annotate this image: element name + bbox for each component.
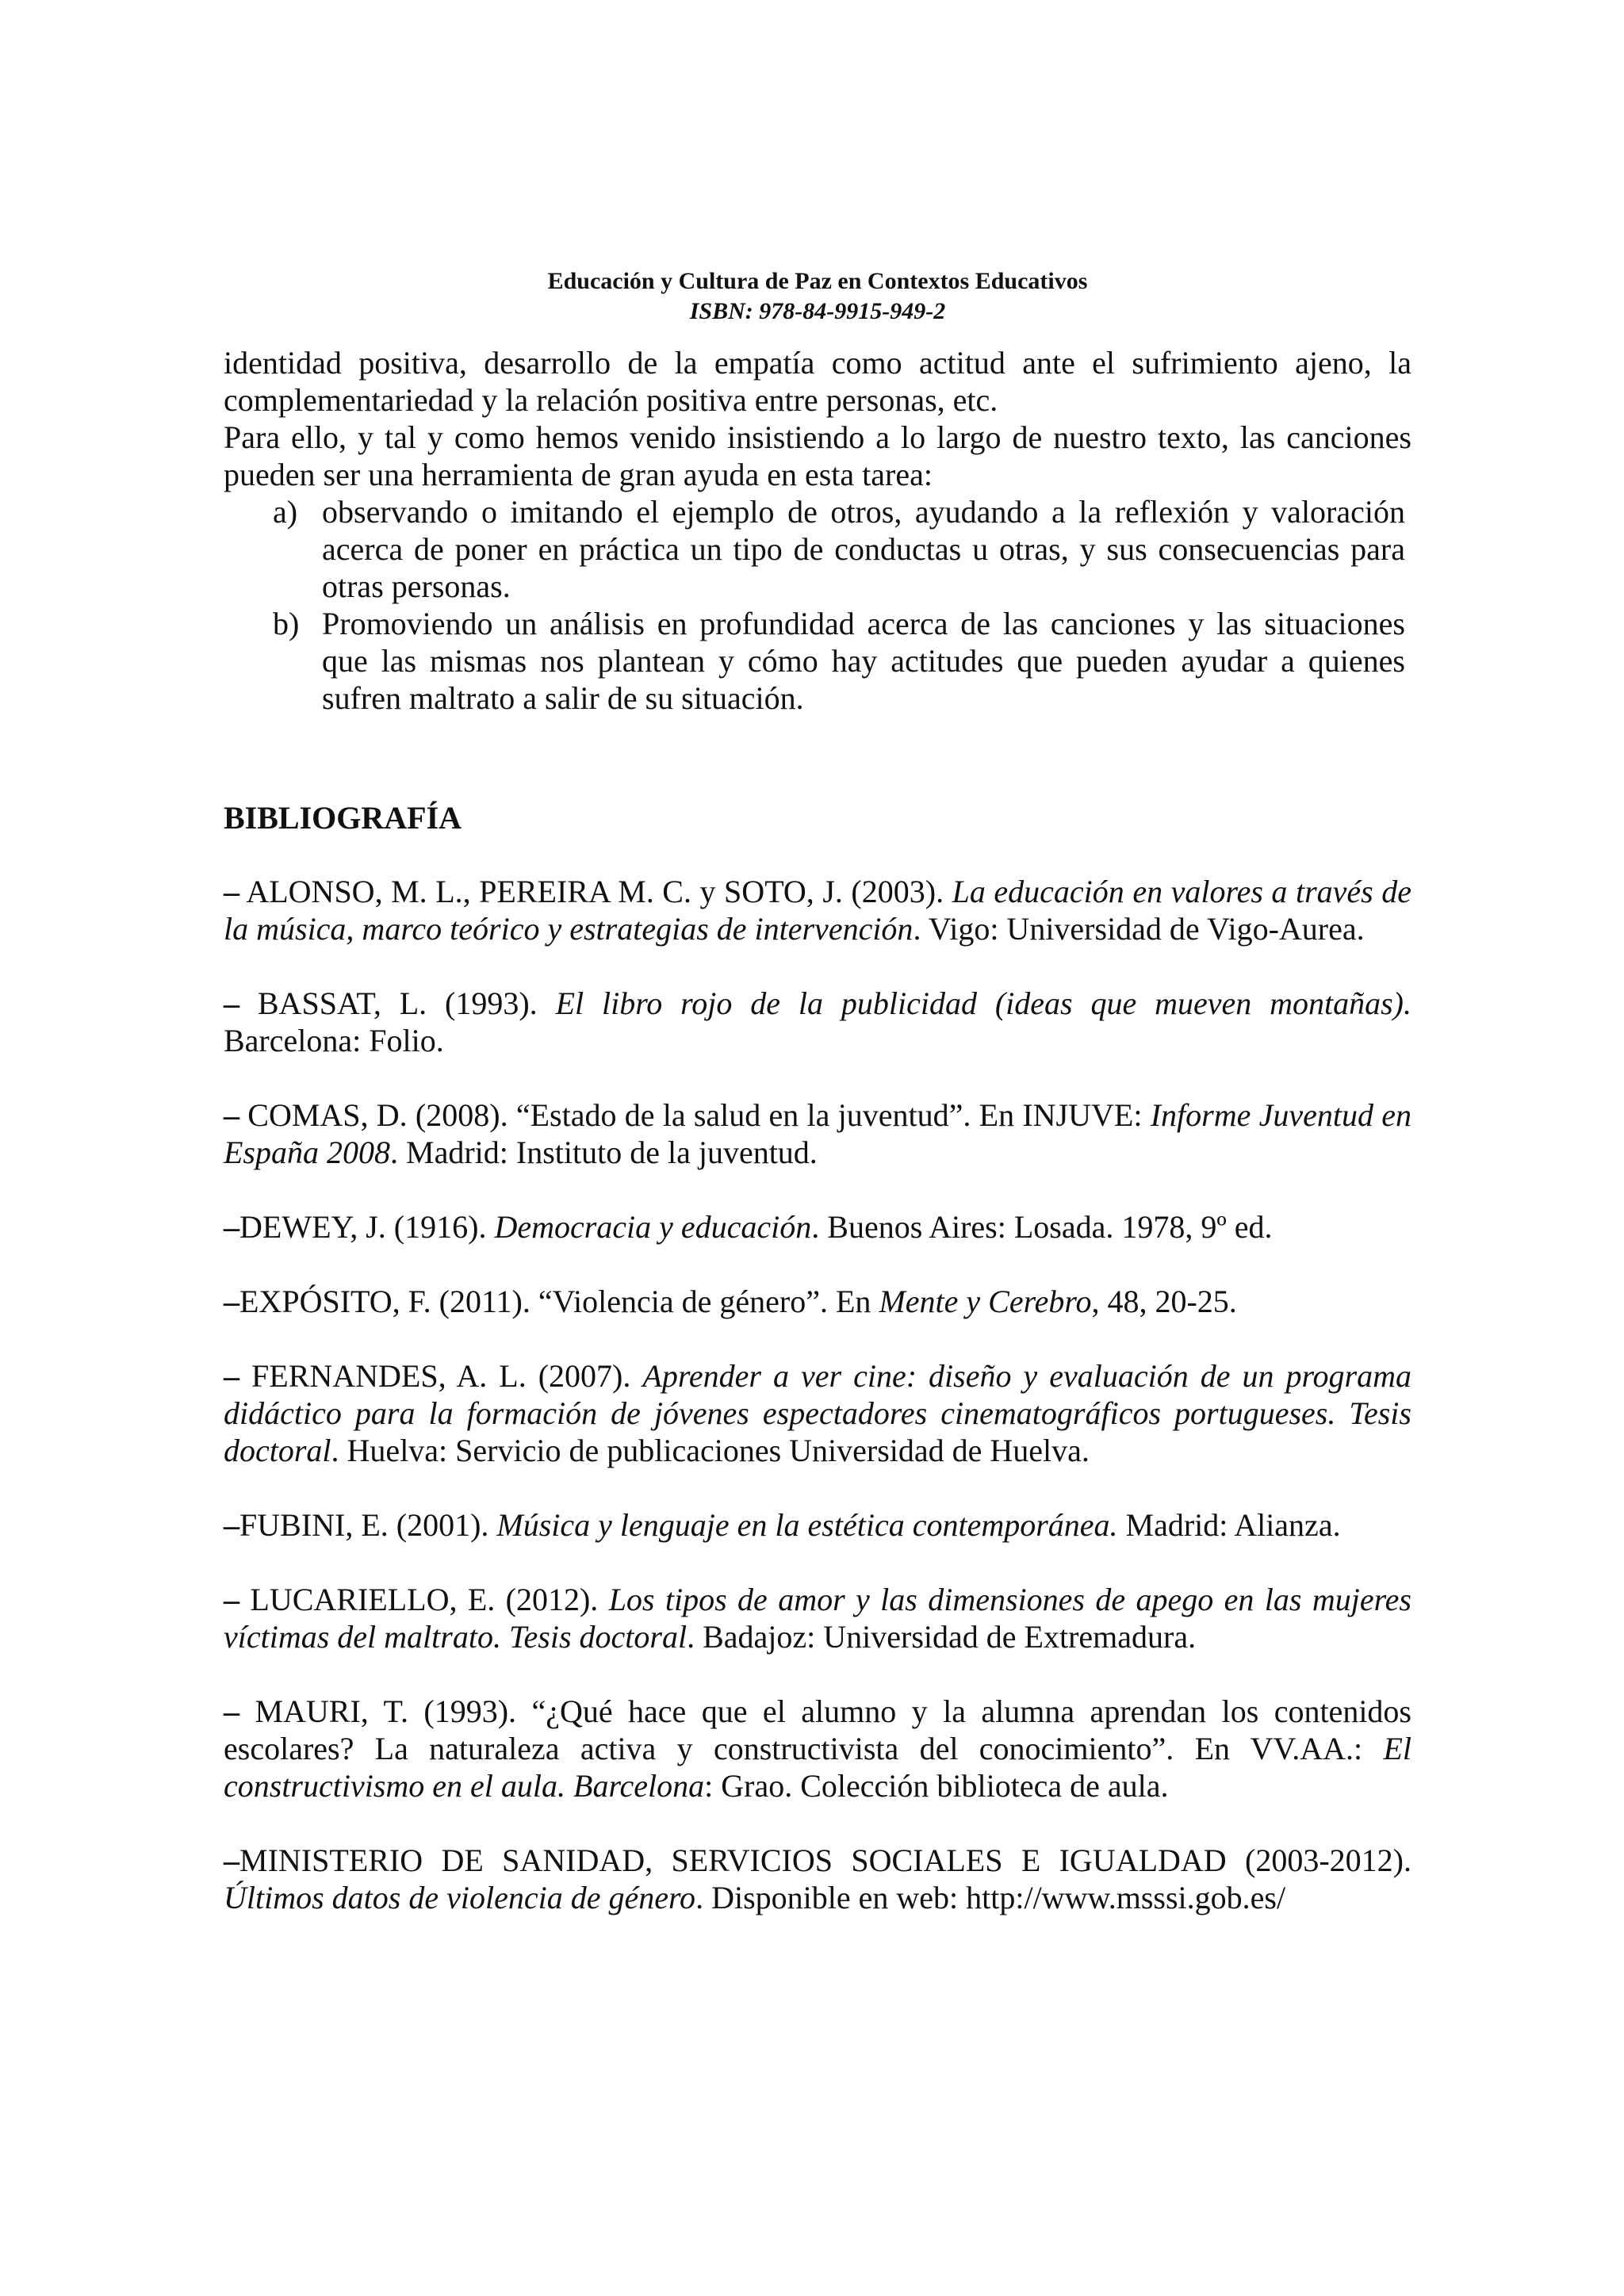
reference-item [224,1693,1411,1804]
reference-title: Música y lenguaje en la estética contemporánea. [496,1507,1118,1543]
list-marker-b: b) [273,606,300,641]
reference-dash: – [224,1693,239,1729]
reference-item [224,1581,1411,1655]
reference-text: MAURI, T. (1993). “¿Qué hace que el alumno y la alumna aprendan los contenidos escolares? La naturaleza activa y constructivista del conocimiento”. En VV.AA.: [224,1693,1411,1766]
reference-text: : Grao. Colección biblioteca de aula. [704,1768,1169,1804]
isbn-line: ISBN: 978-84-9915-949-2 [689,298,946,324]
reference-item [224,1506,1411,1544]
list-item-a [224,493,1411,605]
reference-dash: – [224,1582,239,1617]
paragraph-1: identidad positiva, desarrollo de la empatía como actitud ante el sufrimiento ajeno, la complementariedad y la relación positiva entre personas, etc. [224,345,1411,418]
reference-title: Aprender a ver cine: diseño y evaluación de un programa didáctico para la formación de jóvenes espectadores cinematográficos portugueses. Tesis doctoral [224,1358,1412,1468]
reference-text: Madrid: Alianza. [1117,1507,1341,1543]
reference-dash: – [224,1209,239,1245]
reference-text: ALONSO, M. L., PEREIRA M. C. y SOTO, J. (2003). [246,874,952,909]
reference-title: Los tipos de amor y las dimensiones de apego en las mujeres víctimas del maltrato. Tesis doctoral [224,1582,1411,1655]
reference-dash: – [224,1358,239,1394]
reference-text: , 48, 20-25. [1091,1284,1237,1319]
reference-dash: – [224,985,239,1021]
reference-text: FUBINI, E. (2001). [239,1507,497,1543]
reference-text: COMAS, D. (2008). “Estado de la salud en la juventud”. En INJUVE: [247,1097,1151,1133]
reference-item [224,1357,1411,1469]
reference-text: . Buenos Aires: Losada. 1978, 9º ed. [811,1209,1273,1245]
bibliography-list [224,873,1411,1916]
document-page [224,266,1411,1954]
reference-title: La educación en valores a través de la música, marco teórico y estrategias de intervención [224,874,1412,947]
reference-text: EXPÓSITO, F. (2011). “Violencia de género”. En [239,1284,879,1319]
reference-dash: – [224,1097,239,1133]
reference-text: . Disponible en web: http://www.msssi.gob.es/ [695,1880,1286,1915]
reference-title: Informe Juventud en España 2008 [224,1097,1412,1170]
reference-item [224,985,1411,1059]
reference-text: LUCARIELLO, E. (2012). [250,1582,609,1617]
reference-text: . Madrid: Instituto de la juventud. [390,1135,818,1170]
book-title: Educación y Cultura de Paz en Contextos Educativos [547,268,1088,294]
list-text-b: Promoviendo un análisis en profundidad acerca de las canciones y las situaciones que las mismas nos plantean y cómo hay actitudes que pueden ayudar a quienes sufren maltrato a salir de su situación. [322,606,1405,716]
reference-title: Mente y Cerebro [879,1284,1092,1319]
reference-item [224,1283,1411,1320]
reference-dash: – [224,1507,239,1543]
reference-text: MINISTERIO DE SANIDAD, SERVICIOS SOCIALES E IGUALDAD (2003-2012). [239,1843,1411,1878]
reference-item [224,1096,1411,1171]
list-marker-a: a) [273,494,298,530]
reference-text: FERNANDES, A. L. (2007). [251,1358,643,1394]
reference-text: DEWEY, J. (1916). [239,1209,495,1245]
bullet-list [224,493,1411,717]
reference-item [224,873,1411,947]
reference-dash: – [224,1843,239,1878]
reference-item [224,1842,1411,1916]
list-item-b [224,605,1411,717]
paragraph-2: Para ello, y tal y como hemos venido insistiendo a lo largo de nuestro texto, las canciones pueden ser una herramienta de gran ayuda en esta tarea: [224,419,1411,492]
reference-title: Últimos datos de violencia de género [224,1880,696,1915]
list-text-a: observando o imitando el ejemplo de otros, ayudando a la reflexión y valoración acerca de poner en práctica un tipo de conductas u otras, y sus consecuencias para otras personas. [322,494,1405,604]
reference-title: El constructivismo en el aula. Barcelona [224,1731,1411,1804]
reference-title: Democracia y educación [494,1209,812,1245]
reference-text: Barcelona: Folio. [224,1023,444,1058]
reference-dash: – [224,874,239,909]
reference-item [224,1208,1411,1246]
reference-text: BASSAT, L. (1993). [257,985,556,1021]
reference-text: . Badajoz: Universidad de Extremadura. [687,1619,1197,1655]
body-text [224,344,1411,717]
reference-title: El libro rojo de la publicidad (ideas que mueven montañas). [555,985,1411,1021]
reference-text: . Vigo: Universidad de Vigo-Aurea. [913,911,1365,947]
page-header [224,266,1411,327]
reference-text: . Huelva: Servicio de publicaciones Universidad de Huelva. [331,1433,1090,1468]
reference-dash: – [224,1284,239,1319]
bibliography-heading: BIBLIOGRAFÍA [224,800,462,836]
